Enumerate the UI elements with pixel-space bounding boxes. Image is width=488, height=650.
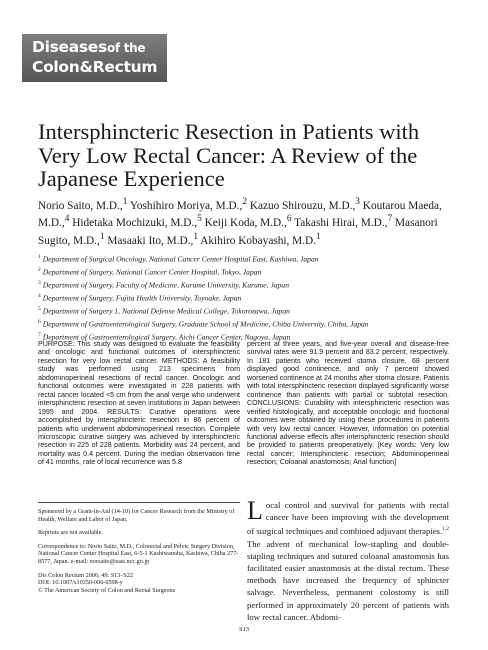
journal-name-of-the: of the <box>106 41 146 55</box>
citation-line: Dis Colon Rectum 2006; 49: S13–S22 <box>38 571 134 579</box>
author-list: Norio Saito, M.D.,$^1$ Yoshihiro Moriya, M.D.,$^2$ Kazuo Shirouzu, M.D.,$^3$ Koutarou Maeda, M.D.,$^4$ Hidetaka Mochizuki, M.D.,$^5$ Keiji Koda, M.D.,$^6$ Takashi Hirai, M.D.,$^7$ Masanori Sugito, M.D.,$^1$ Masaaki Ito, M.D.,$^1$ Akihiro Kobayashi, M.D.$^1$ <box>38 197 442 247</box>
affiliation-item: $^4$ Department of Surgery, Fujita Health University, Toyoake, Japan <box>38 293 242 303</box>
abstract-left-column: PURPOSE: This study was designed to evaluate the feasibility and oncologic and functional outcomes of intersphincteric resection for very low rectal cancer. METHODS: A feasibility study was performed using 213 specimens from abdominoperineal resections of rectal cancer. Oncologic and functional outcomes were investigated in 228 patients with rectal cancer located <5 cm from the anal verge who underwent intersphincteric resection at seven institutions in Japan between 1995 and 2004. RESULTS: Curative operations were accomplished by intersphincteric resection in 86 percent of patients who underwent abdominoperineal resection. Complete microscopic curative surgery was achieved by intersphincteric resection in 225 of 228 patients. Morbidity was 24 percent, and mortality was 0.4 percent. During the median observation time of 41 months, rate of local recurrence was 5.8 <box>38 340 240 467</box>
affiliation-item: $^5$ Department of Surgery 1, National Defense Medical College, Tokorozawa, Japan <box>38 306 290 316</box>
footnotes <box>38 502 240 594</box>
affiliation-item: $^2$ Department of Surgery, National Cancer Center Hospital, Tokyo, Japan <box>38 267 262 277</box>
footnote-reprints: Reprints are not available. <box>38 529 103 537</box>
introduction-paragraph: Local control and survival for patients with rectal cancer have been improving with the development of surgical techniques and combined adjuvant therapies.$^{1,2}$ The advent of mechanical low-stapling and double-stapling techniques and sutured coloanal anastomosis has facilitated easier anastomosis at the distal rectum. These methods have increased the frequency of sphincter salvage. Nevertheless, permanent colostomy is still performed in approximately 20 percent of patients with low rectal cancer. Abdomi- <box>247 496 449 622</box>
affiliation-list <box>38 252 468 343</box>
copyright-line: © The American Society of Colon and Rectal Surgeons <box>38 586 176 594</box>
article-title: Intersphincteric Resection in Patients with Very Low Rectal Cancer: A Review of the Japanese Experience <box>38 119 420 191</box>
footnote-sponsor: Sponsored by a Grant-in-Aid (14-10) for Cancer Research from the Ministry of Health, Welfare and Labor of Japan. <box>38 508 235 523</box>
page-number: S13 <box>238 626 250 633</box>
journal-logo <box>22 34 167 82</box>
affiliation-item: $^6$ Department of Gastroenterological Surgery, Graduate School of Medicine, Chiba University, Chiba, Japan <box>38 319 369 329</box>
affiliation-item: $^3$ Department of Surgery, Faculty of Medicine, Kurume University, Kurume, Japan <box>38 280 290 290</box>
affiliation-item: $^7$ Department of Gastroenterological Surgery, Aichi Cancer Center, Nagoya, Japan <box>38 332 291 342</box>
drop-cap: L <box>247 496 263 525</box>
affiliation-item: $^1$ Department of Surgical Oncology, National Cancer Center Hospital East, Kashiwa, Japan <box>38 254 319 264</box>
footnote-correspondence: Correspondence to: Norio Saito, M.D., Colorectal and Pelvic Surgery Division, National Cancer Center Hospital East, 6-5-1 Kashiwanoha, Kashiwa, Chiba 277-8577, Japan. e-mail: norsaito@east.ncc.go.jp <box>38 542 239 565</box>
abstract-right-column: percent at three years, and five-year overall and disease-free survival rates were 91.9 percent and 83.2 percent, respectively. In 181 patients who received stoma closure, 68 percent displayed good continence, and only 7 percent showed worsened continence at 24 months after stoma closure. Patients with total intersphincteric resection displayed significantly worse continence than patients with partial or subtotal resection. CONCLUSIONS: Curability with intersphincteric resection was verified histologically, and acceptable oncologic and functional outcomes were obtained by using these procedures in patients with very low rectal cancer. However, information on potential functional adverse effects after intersphincteric resection should be provided to patients preoperatively. [Key words: Very low rectal cancer; Intersphincteric resection; Abdominoperineal resection; Coloanal anastomosis; Anal function] <box>247 340 449 467</box>
journal-name-line2: Colon&Rectum <box>32 58 158 76</box>
journal-name-line1: Diseases <box>32 38 107 56</box>
doi-line: DOI: 10.1007/s10350-006-0598-y <box>38 579 123 587</box>
